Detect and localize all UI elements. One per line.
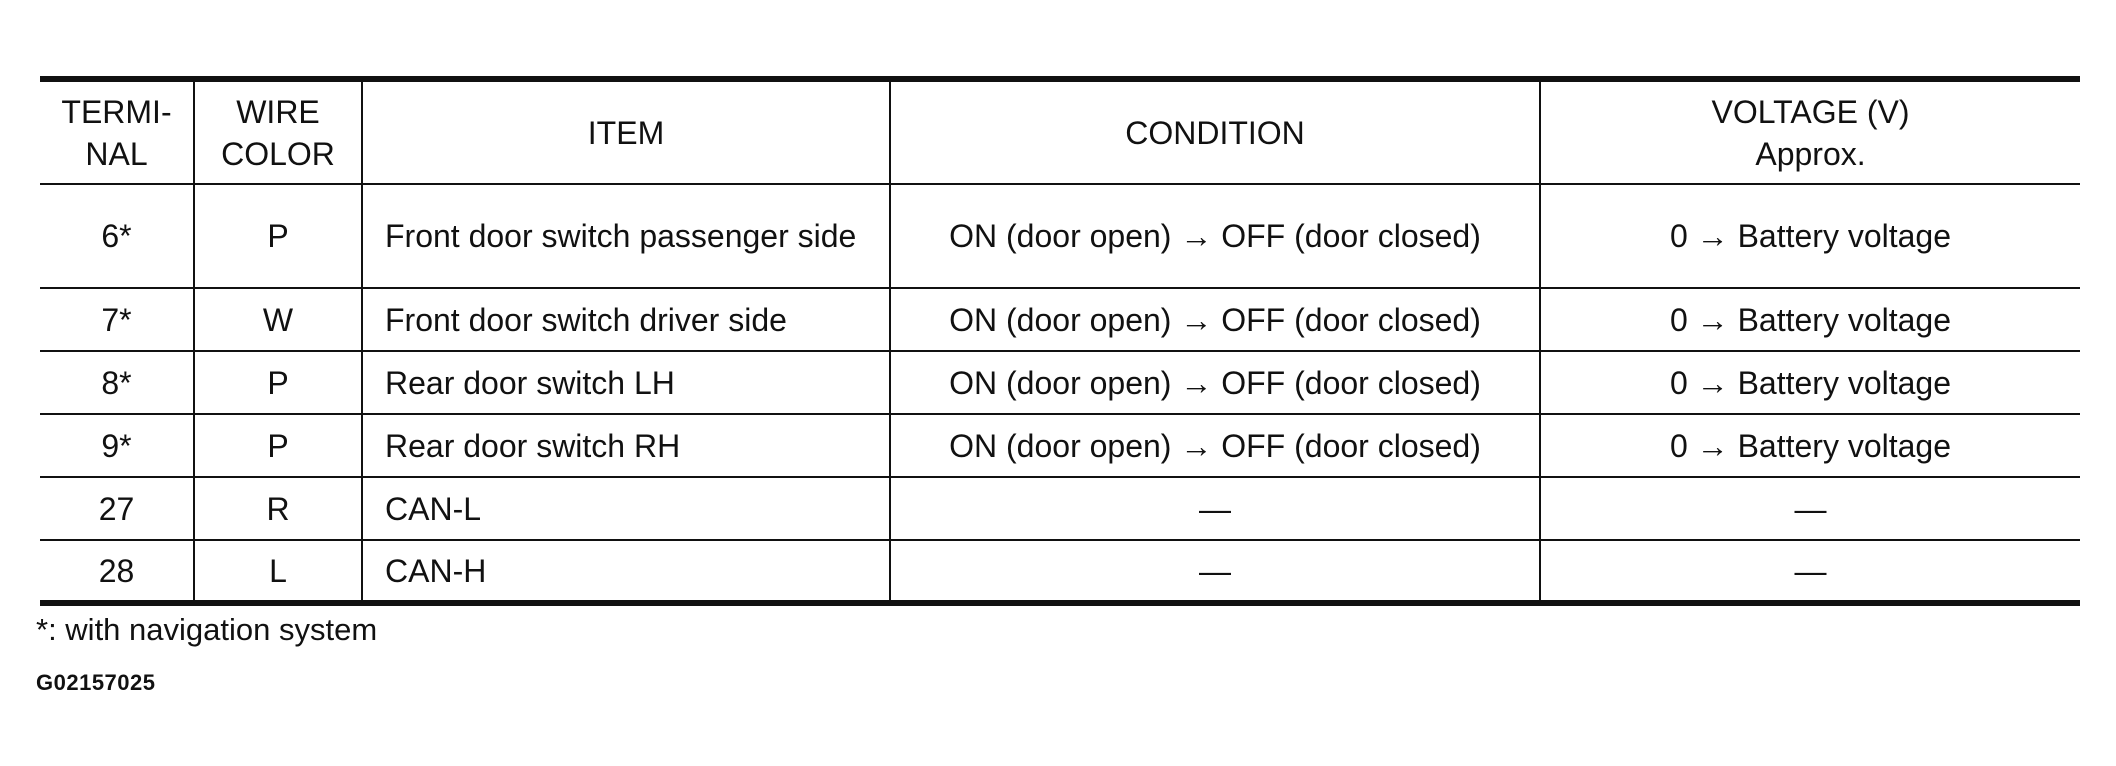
cell-voltage: 0 → Battery voltage xyxy=(1540,184,2080,288)
cell-item: CAN-H xyxy=(362,540,890,603)
terminal-table xyxy=(40,76,2080,606)
cell-terminal: 9* xyxy=(40,414,194,477)
table-row xyxy=(40,414,2080,477)
cell-wire-color: R xyxy=(194,477,362,540)
cell-voltage: — xyxy=(1540,477,2080,540)
table-row xyxy=(40,540,2080,603)
table-header-row xyxy=(40,79,2080,184)
cell-condition: ON (door open) → OFF (door closed) xyxy=(890,184,1540,288)
cell-terminal: 8* xyxy=(40,351,194,414)
cell-condition: — xyxy=(890,477,1540,540)
header-voltage: VOLTAGE (V) Approx. xyxy=(1540,79,2080,184)
header-condition: CONDITION xyxy=(890,79,1540,184)
cell-item: Rear door switch LH xyxy=(362,351,890,414)
cell-condition: ON (door open) → OFF (door closed) xyxy=(890,414,1540,477)
cell-wire-color: L xyxy=(194,540,362,603)
cell-voltage: 0 → Battery voltage xyxy=(1540,414,2080,477)
cell-wire-color: P xyxy=(194,184,362,288)
header-terminal: TERMI- NAL xyxy=(40,79,194,184)
table-row xyxy=(40,184,2080,288)
cell-wire-color: P xyxy=(194,351,362,414)
cell-condition: ON (door open) → OFF (door closed) xyxy=(890,288,1540,351)
cell-terminal: 7* xyxy=(40,288,194,351)
cell-condition: ON (door open) → OFF (door closed) xyxy=(890,351,1540,414)
cell-terminal: 27 xyxy=(40,477,194,540)
figure-id: G02157025 xyxy=(36,670,156,695)
cell-item: Front door switch driver side xyxy=(362,288,890,351)
cell-item: Front door switch passenger side xyxy=(362,184,890,288)
cell-item: CAN-L xyxy=(362,477,890,540)
table-row xyxy=(40,477,2080,540)
cell-wire-color: W xyxy=(194,288,362,351)
cell-wire-color: P xyxy=(194,414,362,477)
header-wire-color: WIRE COLOR xyxy=(194,79,362,184)
header-item: ITEM xyxy=(362,79,890,184)
cell-terminal: 28 xyxy=(40,540,194,603)
cell-condition: — xyxy=(890,540,1540,603)
cell-voltage: 0 → Battery voltage xyxy=(1540,288,2080,351)
table-row xyxy=(40,351,2080,414)
table-row xyxy=(40,288,2080,351)
cell-item: Rear door switch RH xyxy=(362,414,890,477)
cell-voltage: — xyxy=(1540,540,2080,603)
footnote: *: with navigation system xyxy=(36,612,378,647)
cell-terminal: 6* xyxy=(40,184,194,288)
cell-voltage: 0 → Battery voltage xyxy=(1540,351,2080,414)
